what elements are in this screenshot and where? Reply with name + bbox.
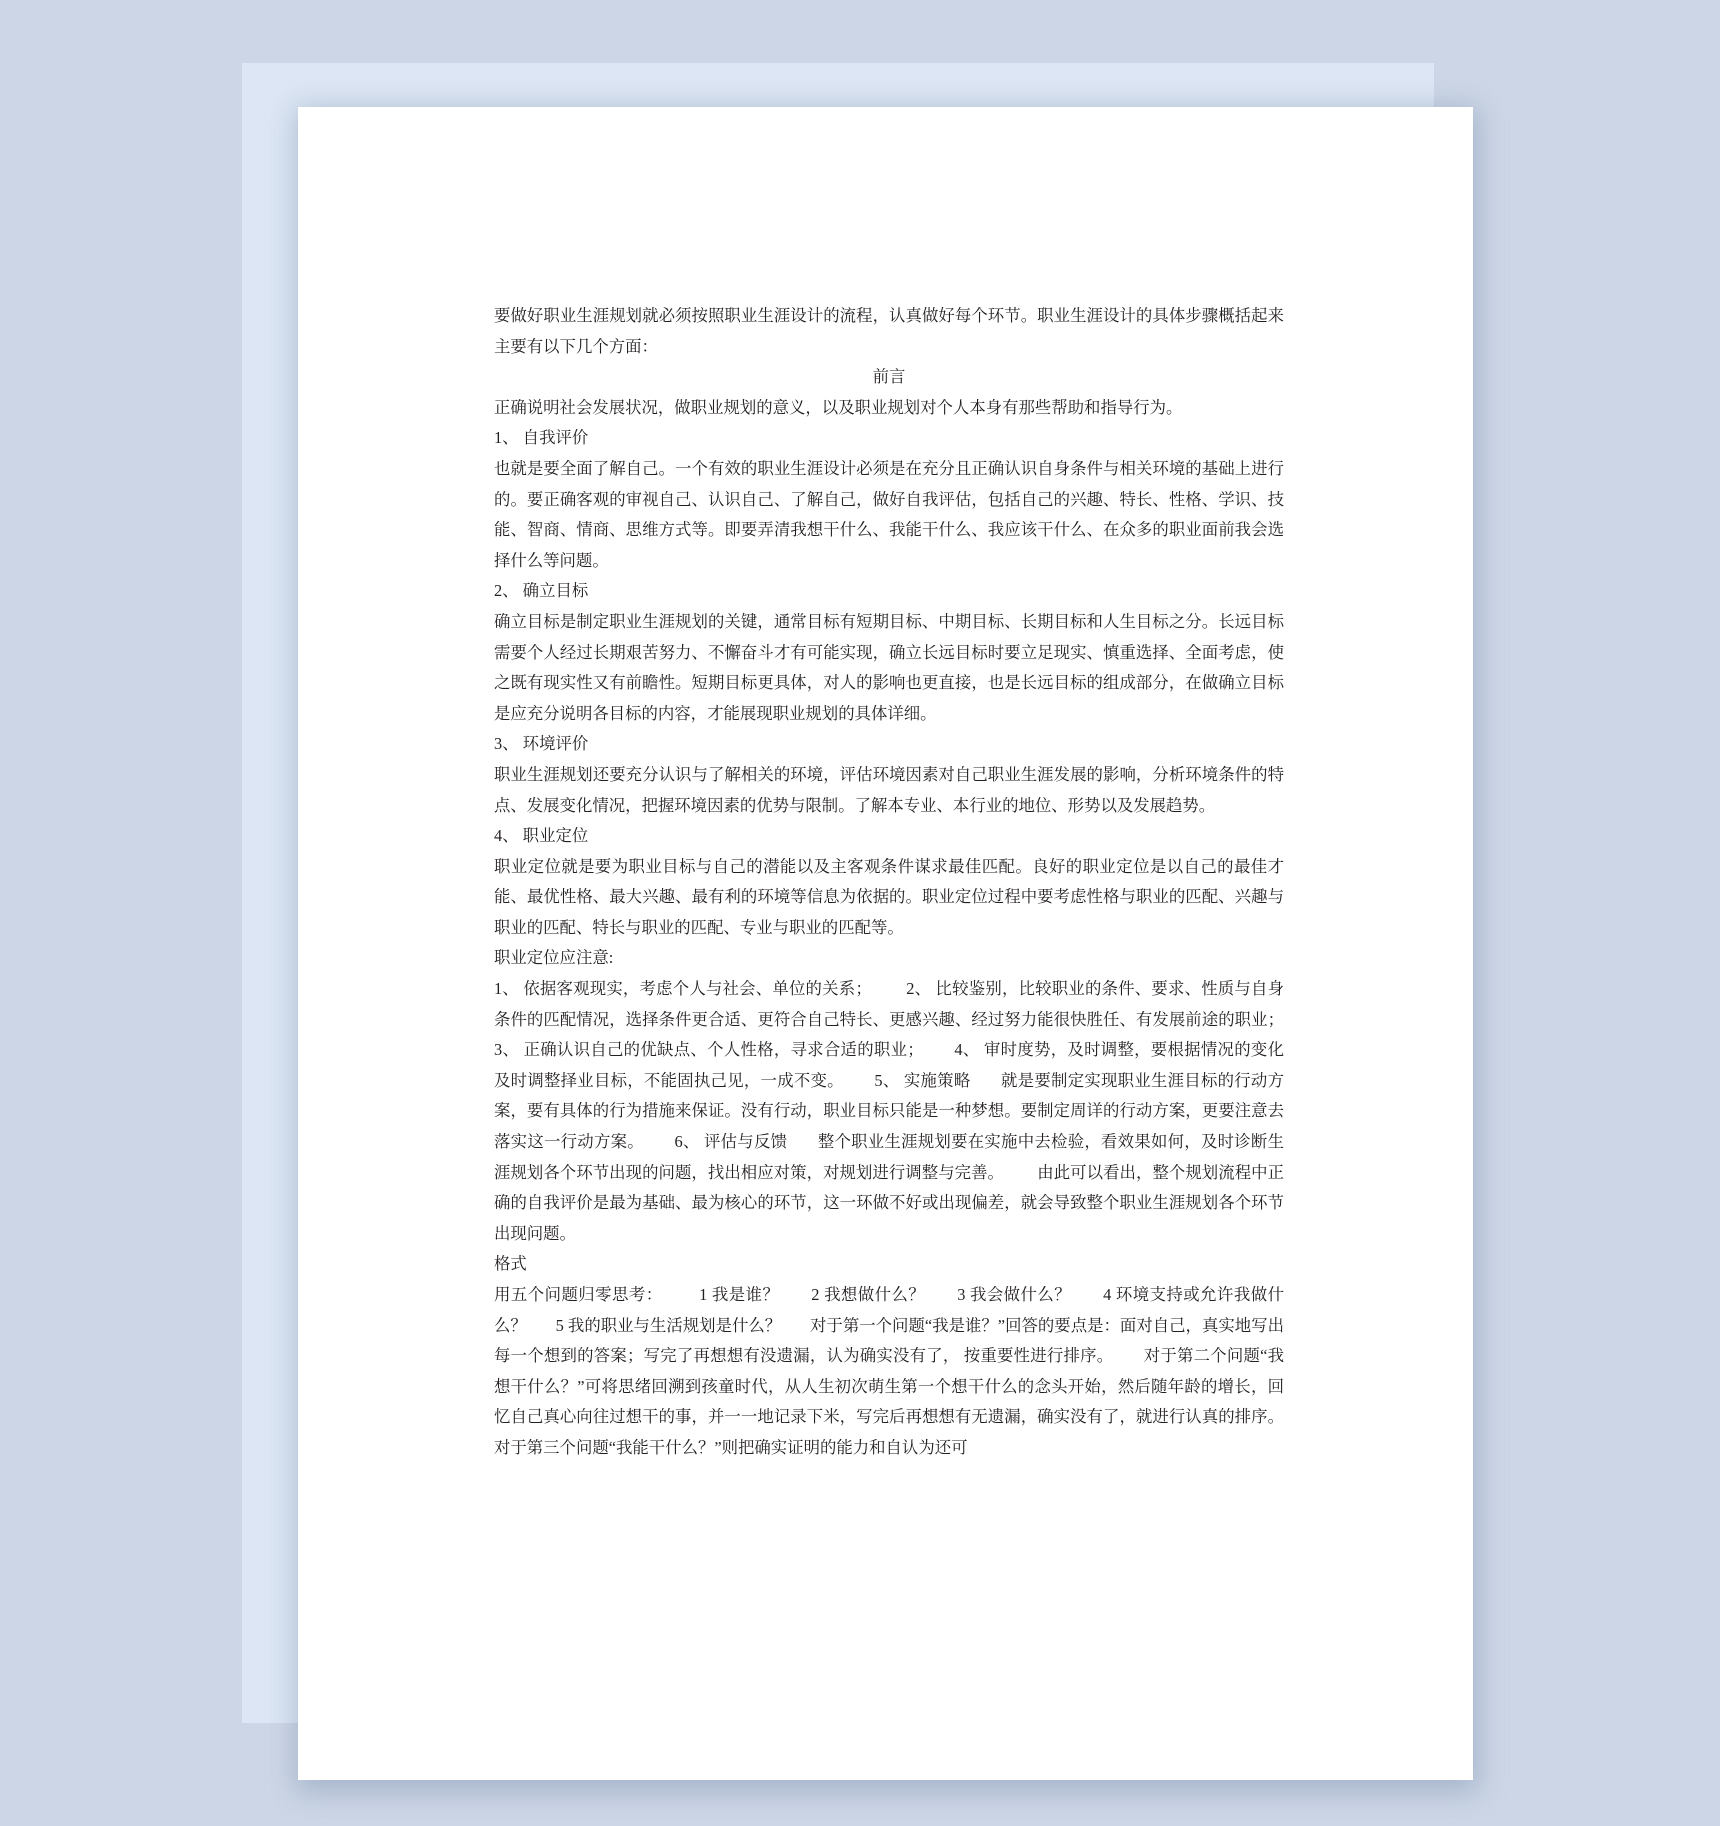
format-body: 用五个问题归零思考： 1 我是谁？ 2 我想做什么？ 3 我会做什么？ 4 环境支持或允许我做什么？ 5 我的职业与生活规划是什么？ 对于第一个问题“我是谁？”回答的要点是：面对自己，真实地写出每一个想到的答案；写完了再想想有没遗漏，认为确实没有了， 按重要性进行排序。 对于第二个问题“我想干什么？”可将思绪回溯到孩童时代，从人生初次萌生第一个想干什么的念头开始，然后随年龄的增长，回忆自己真心向往过想干的事，并一一地记录下米，写完后再想想有无遗漏，确实没有了，就进行认真的排序。 对于第三个问题“我能干什么？”则把确实证明的能力和自认为还可	[494, 1285, 1313, 1457]
positioning-notice-title: 职业定位应注意:	[494, 948, 614, 968]
section-3-title: 3、 环境评价	[494, 734, 589, 754]
section-4-body: 职业定位就是要为职业目标与自己的潜能以及主客观条件谋求最佳匹配。良好的职业定位是以自己的最佳才能、最优性格、最大兴趣、最有利的环境等信息为依据的。职业定位过程中要考虑性格与职业的匹配、兴趣与职业的匹配、特长与职业的匹配、专业与职业的匹配等。	[494, 856, 1284, 937]
format-title: 格式	[494, 1254, 527, 1274]
section-2-body: 确立目标是制定职业生涯规划的关键，通常目标有短期目标、中期目标、长期目标和人生目标之分。长远目标需要个人经过长期艰苦努力、不懈奋斗才有可能实现，确立长远目标时要立足现实、慎重选择、全面考虑，使之既有现实性又有前瞻性。短期目标更具体，对人的影响也更直接，也是长远目标的组成部分，在做确立目标是应充分说明各目标的内容，才能展现职业规划的具体详细。	[494, 611, 1284, 723]
document-page	[298, 107, 1473, 1780]
preface-body: 正确说明社会发展状况，做职业规划的意义，以及职业规划对个人本身有那些帮助和指导行为。	[494, 397, 1183, 417]
section-2-title: 2、 确立目标	[494, 581, 589, 601]
positioning-notice-body: 1、 依据客观现实，考虑个人与社会、单位的关系； 2、 比较鉴别，比较职业的条件、要求、性质与自身条件的匹配情况，选择条件更合适、更符合自己特长、更感兴趣、经过努力能很快胜任、有发展前途的职业； 3、 正确认识自己的优缺点、个人性格，寻求合适的职业； 4、 审时度势，及时调整，要根据情况的变化及时调整择业目标，不能固执己见，一成不变。 5、 实施策略 就是要制定实现职业生涯目标的行动方案，要有具体的行为措施来保证。没有行动，职业目标只能是一种梦想。要制定周详的行动方案，更要注意去落实这一行动方案。 6、 评估与反馈 整个职业生涯规划要在实施中去检验，看效果如何，及时诊断生涯规划各个环节出现的问题，找出相应对策，对规划进行调整与完善。 由此可以看出，整个规划流程中正确的自我评价是最为基础、最为核心的环节，这一环做不好或出现偏差，就会导致整个职业生涯规划各个环节出现问题。	[494, 979, 1317, 1243]
heading-preface: 前言	[872, 367, 906, 387]
intro-paragraph: 要做好职业生涯规划就必须按照职业生涯设计的流程，认真做好每个环节。职业生涯设计的具体步骤概括起来主要有以下几个方面：	[494, 306, 1284, 356]
section-1-body: 也就是要全面了解自己。一个有效的职业生涯设计必须是在充分且正确认识自身条件与相关环境的基础上进行的。要正确客观的审视自己、认识自己、了解自己，做好自我评估，包括自己的兴趣、特长、性格、学识、技能、智商、情商、思维方式等。即要弄清我想干什么、我能干什么、我应该干什么、在众多的职业面前我会选择什么等问题。	[494, 458, 1284, 570]
section-1-title: 1、 自我评价	[494, 428, 589, 448]
document-body	[494, 301, 1317, 1464]
section-3-body: 职业生涯规划还要充分认识与了解相关的环境，评估环境因素对自己职业生涯发展的影响，分析环境条件的特点、发展变化情况，把握环境因素的优势与限制。了解本专业、本行业的地位、形势以及发展趋势。	[494, 764, 1284, 815]
section-4-title: 4、 职业定位	[494, 826, 589, 846]
